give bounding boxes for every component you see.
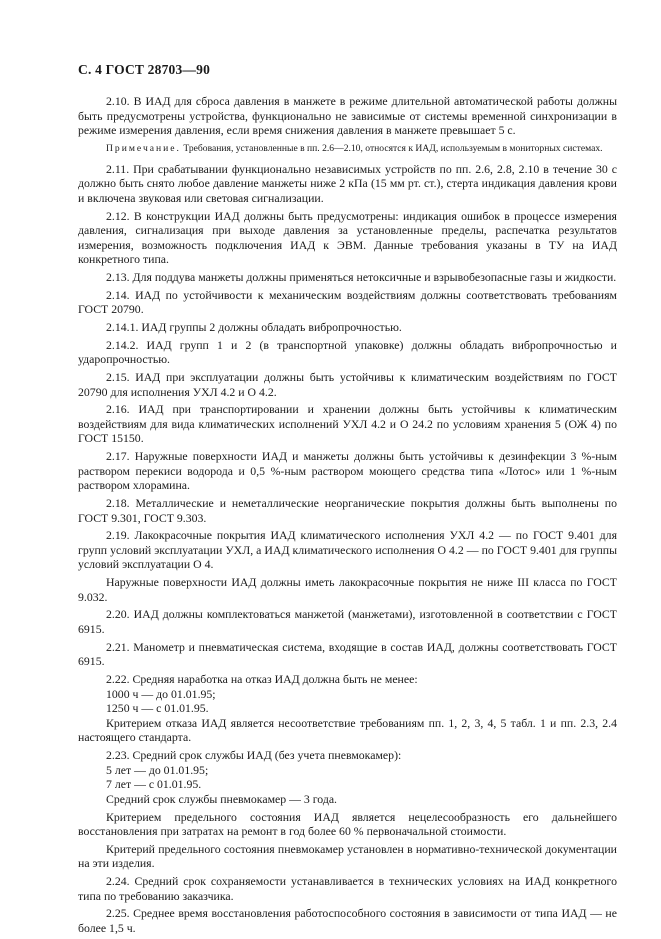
paragraph-2-14-2: 2.14.2. ИАД групп 1 и 2 (в транспортной упаковке) должны обладать вибропрочностью и ударопрочностью. <box>78 337 617 367</box>
lifetime-line-2: 7 лет — с 01.01.95. <box>106 777 202 792</box>
paragraph-2-17: 2.17. Наружные поверхности ИАД и манжеты должны быть устойчивы к дезинфекции 3 %-ным раствором перекиси водорода и 0,5 %-ным раствором моющего средства типа «Лотос» или 1 %-ным раствором хлорамина. <box>78 449 617 493</box>
paragraph-2-10: 2.10. В ИАД для сброса давления в манжете в режиме длительной автоматической работы должны быть предусмотрены устройства, функционально не зависимые от системы временной синхронизации в режиме измерения давления, если время снижения давления в манжете превышает 5 с. <box>78 94 617 138</box>
paragraph-2-23: 2.23. Средний срок службы ИАД (без учета пневмокамер): <box>106 748 402 763</box>
paragraph-2-18: 2.18. Металлические и неметаллические неорганические покрытия должны быть выполнены по ГОСТ 9.301, ГОСТ 9.303. <box>78 496 617 525</box>
page-header: С. 4 ГОСТ 28703—90 <box>78 62 211 77</box>
paragraph-2-19: 2.19. Лакокрасочные покрытия ИАД климатического исполнения УХЛ 4.2 — по ГОСТ 9.401 для групп условий эксплуатации УХЛ, а ИАД климатического исполнения О 4.2 — по ГОСТ 9.401 для группы условий эксплуатации О 4. <box>78 528 617 572</box>
mtbf-line-2: 1250 ч — с 01.01.95. <box>106 701 209 716</box>
note <box>78 143 617 155</box>
paragraph-2-11: 2.11. При срабатывании функционально независимых устройств по пп. 2.6, 2.8, 2.10 в течение 30 с должно быть снято любое давление манжеты ниже 2 кПа (15 мм рт. ст.), стерта индикация давления крови и включена звуковая или световая сигнализации. <box>78 161 617 205</box>
paragraph-2-14-1: 2.14.1. ИАД группы 2 должны обладать вибропрочностью. <box>106 320 402 334</box>
paragraph-2-16: 2.16. ИАД при транспортировании и хранении должны быть устойчивы к климатическим воздействиям для вида климатических исполнений УХЛ 4.2 и О 24.2 по условиям хранения 5 (ОЖ 4) по ГОСТ 15150. <box>78 402 617 446</box>
paragraph-2-20: 2.20. ИАД должны комплектоваться манжетой (манжетами), изготовленной в соответствии с ГОСТ 6915. <box>78 607 617 637</box>
mtbf-line-1: 1000 ч — до 01.01.95; <box>106 686 216 701</box>
paragraph-failure-criterion: Критерием отказа ИАД является несоответствие требованиям пп. 1, 2, 3, 4, 5 табл. 1 и пп. 2.3, 2.4 настоящего стандарта. <box>78 715 617 745</box>
lifetime-line-1: 5 лет — до 01.01.95; <box>106 762 209 777</box>
document-body <box>78 94 617 939</box>
paragraph-limit-state-iad: Критерием предельного состояния ИАД является нецелесообразность его дальнейшего восстановления при затратах на ремонт в год более 60 % первоначальной стоимости. <box>78 809 617 839</box>
paragraph-limit-state-cuff: Критерий предельного состояния пневмокамер установлен в нормативно-технической документации на эти изделия. <box>78 841 617 871</box>
paragraph-2-22: 2.22. Средняя наработка на отказ ИАД должна быть не менее: <box>106 672 418 686</box>
note-text: Требования, установленные в пп. 2.6—2.10, относятся к ИАД, используемым в мониторных системах. <box>183 142 603 154</box>
paragraph-2-12: 2.12. В конструкции ИАД должны быть предусмотрены: индикация ошибок в процессе измерения давления, сигнализация при выходе давления за установленные пределы, распечатка результатов измерения, возможность подключения ИАД к ЭВМ. Данные требования указаны в ТУ на ИАД конкретного типа. <box>78 208 617 267</box>
paragraph-2-14: 2.14. ИАД по устойчивости к механическим воздействиям должны соответствовать требованиям ГОСТ 20790. <box>78 287 617 317</box>
paragraph-cuff-lifetime: Средний срок службы пневмокамер — 3 года. <box>106 791 338 806</box>
paragraph-2-25: 2.25. Среднее время восстановления работоспособного состояния в зависимости от типа ИАД — не более 1,5 ч. <box>78 906 617 935</box>
paragraph-2-13: 2.13. Для поддува манжеты должны применяться нетоксичные и взрывобезопасные газы и жидкости. <box>106 270 617 285</box>
paragraph-2-21: 2.21. Манометр и пневматическая система, входящие в состав ИАД, должны соответствовать ГОСТ 6915. <box>78 639 617 669</box>
paragraph-2-24: 2.24. Средний срок сохраняемости устанавливается в технических условиях на ИАД конкретного типа по требованию заказчика. <box>78 874 617 903</box>
paragraph-2-15: 2.15. ИАД при эксплуатации должны быть устойчивы к климатическим воздействиям по ГОСТ 20790 для исполнения УХЛ 4.2 и О 4.2. <box>78 369 617 399</box>
note-label: Примечание. <box>106 142 181 154</box>
paragraph-2-19-paint: Наружные поверхности ИАД должны иметь лакокрасочные покрытия не ниже III класса по ГОСТ 9.032. <box>78 575 617 604</box>
